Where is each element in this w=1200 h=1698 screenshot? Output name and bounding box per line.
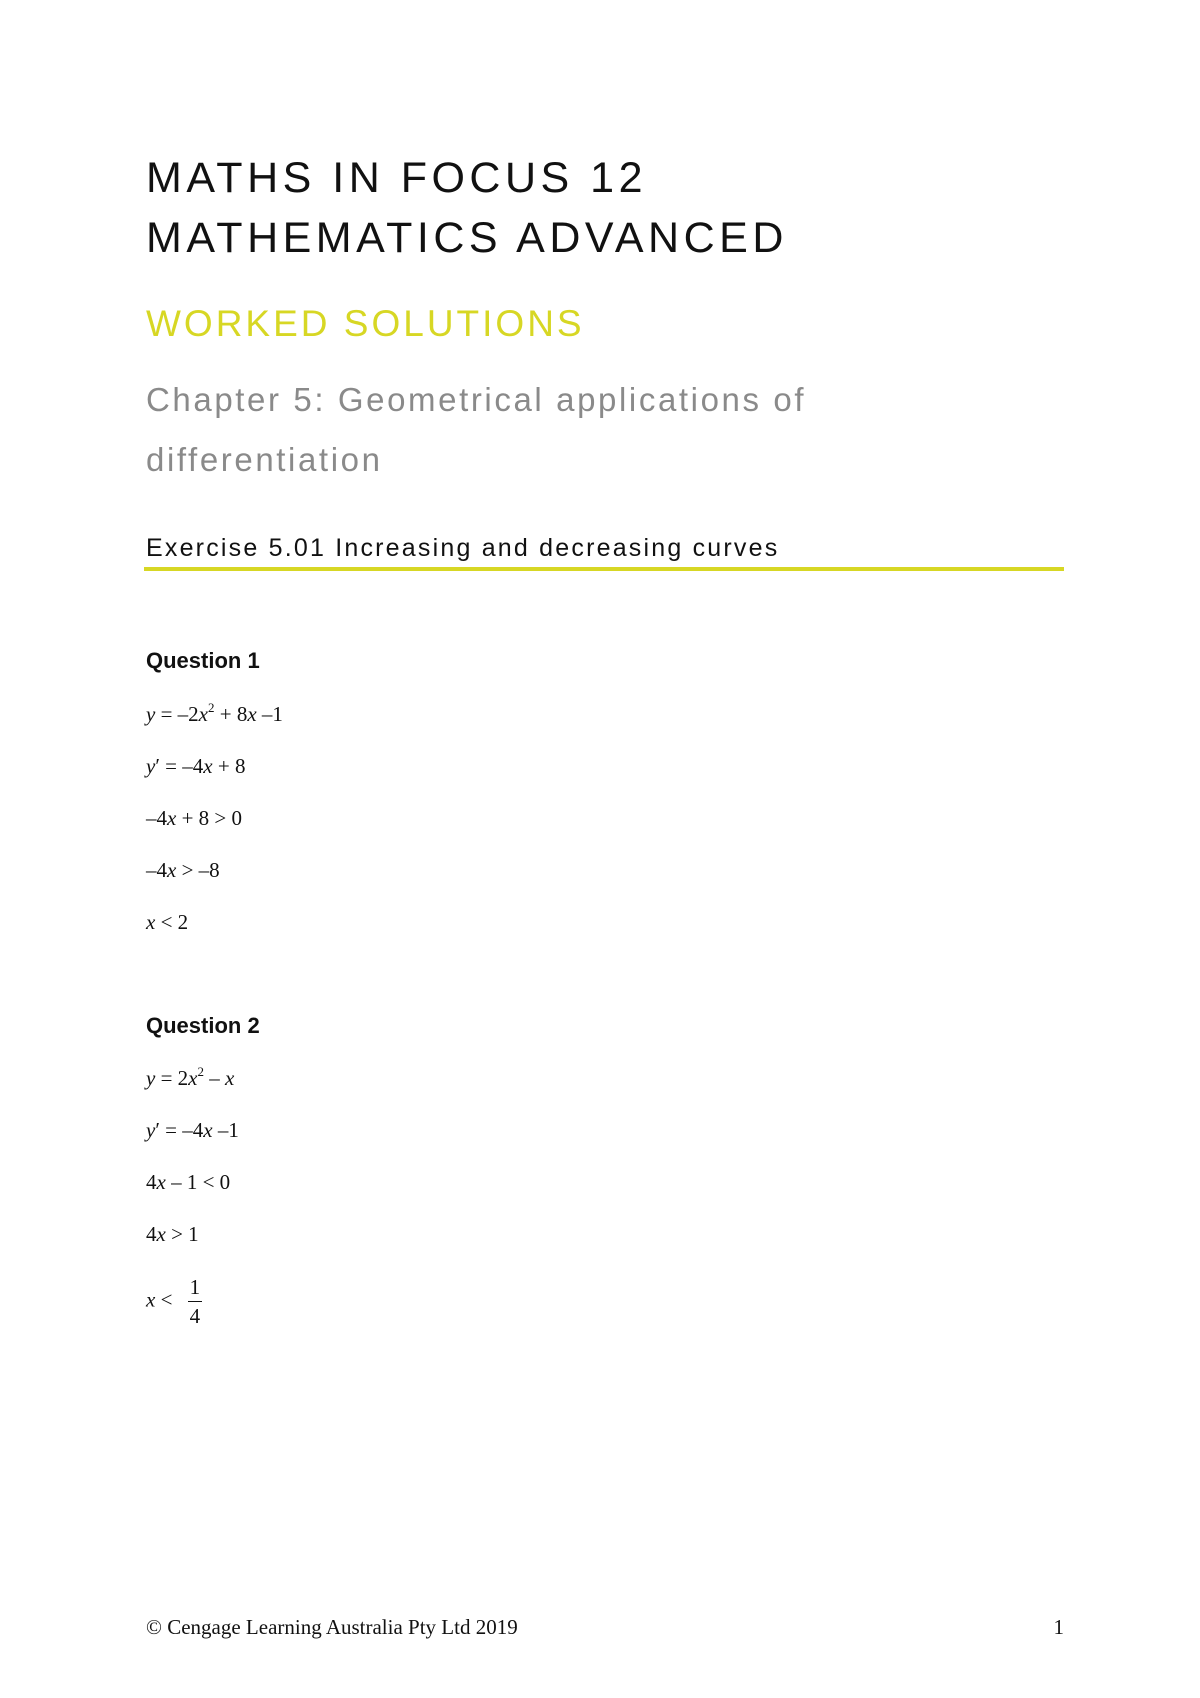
q2-line-5-lhs: x < [146, 1287, 173, 1312]
q1-line-5-text: x < 2 [146, 910, 189, 934]
exercise-underline [144, 567, 1064, 571]
q2-line-4-text: 4x > 1 [146, 1222, 199, 1246]
question-2-heading: Question 2 [146, 1013, 260, 1038]
q2-line-2-text: y′ = –4x –1 [146, 1118, 239, 1142]
fraction-one-quarter [188, 1276, 203, 1327]
q2-line-4 [146, 1224, 199, 1245]
q1-line-1-text: $y = -2x^2 + 8x$ –1 [146, 700, 283, 726]
q2-line-1 [146, 1064, 235, 1090]
q2-line-3-text: 4x – 1 < 0 [146, 1170, 231, 1194]
q1-line-3 [146, 808, 242, 829]
q1-line-4-text: –4x > –8 [146, 858, 220, 882]
question-1-heading: Question 1 [146, 648, 260, 673]
q1-line-4 [146, 860, 220, 881]
q2-line-1-text: $y = 2x^2 - x$ [146, 1064, 235, 1090]
title-line-1: MATHS IN FOCUS 12 [146, 154, 647, 202]
chapter-heading: Chapter 5: Geometrical applications of differentiation [146, 381, 807, 478]
fraction-numerator: 1 [188, 1276, 203, 1302]
footer-page-number: 1 [1053, 1615, 1064, 1639]
q1-line-2-text: y′ = –4x + 8 [146, 754, 246, 778]
title-line-2: MATHEMATICS ADVANCED [146, 214, 788, 262]
q2-line-3 [146, 1172, 230, 1193]
fraction-denominator: 4 [189, 1304, 201, 1329]
exercise-heading: Exercise 5.01 Increasing and decreasing curves [146, 534, 780, 562]
q1-line-2 [146, 756, 245, 777]
footer-copyright: © Cengage Learning Australia Pty Ltd 2019 [146, 1615, 518, 1639]
q2-line-2 [146, 1120, 239, 1141]
q1-line-3-text: –4x + 8 > 0 [146, 806, 243, 830]
subtitle: WORKED SOLUTIONS [146, 303, 585, 344]
q1-line-1 [146, 700, 283, 726]
q2-line-5 [146, 1276, 202, 1327]
q1-line-5 [146, 912, 188, 933]
